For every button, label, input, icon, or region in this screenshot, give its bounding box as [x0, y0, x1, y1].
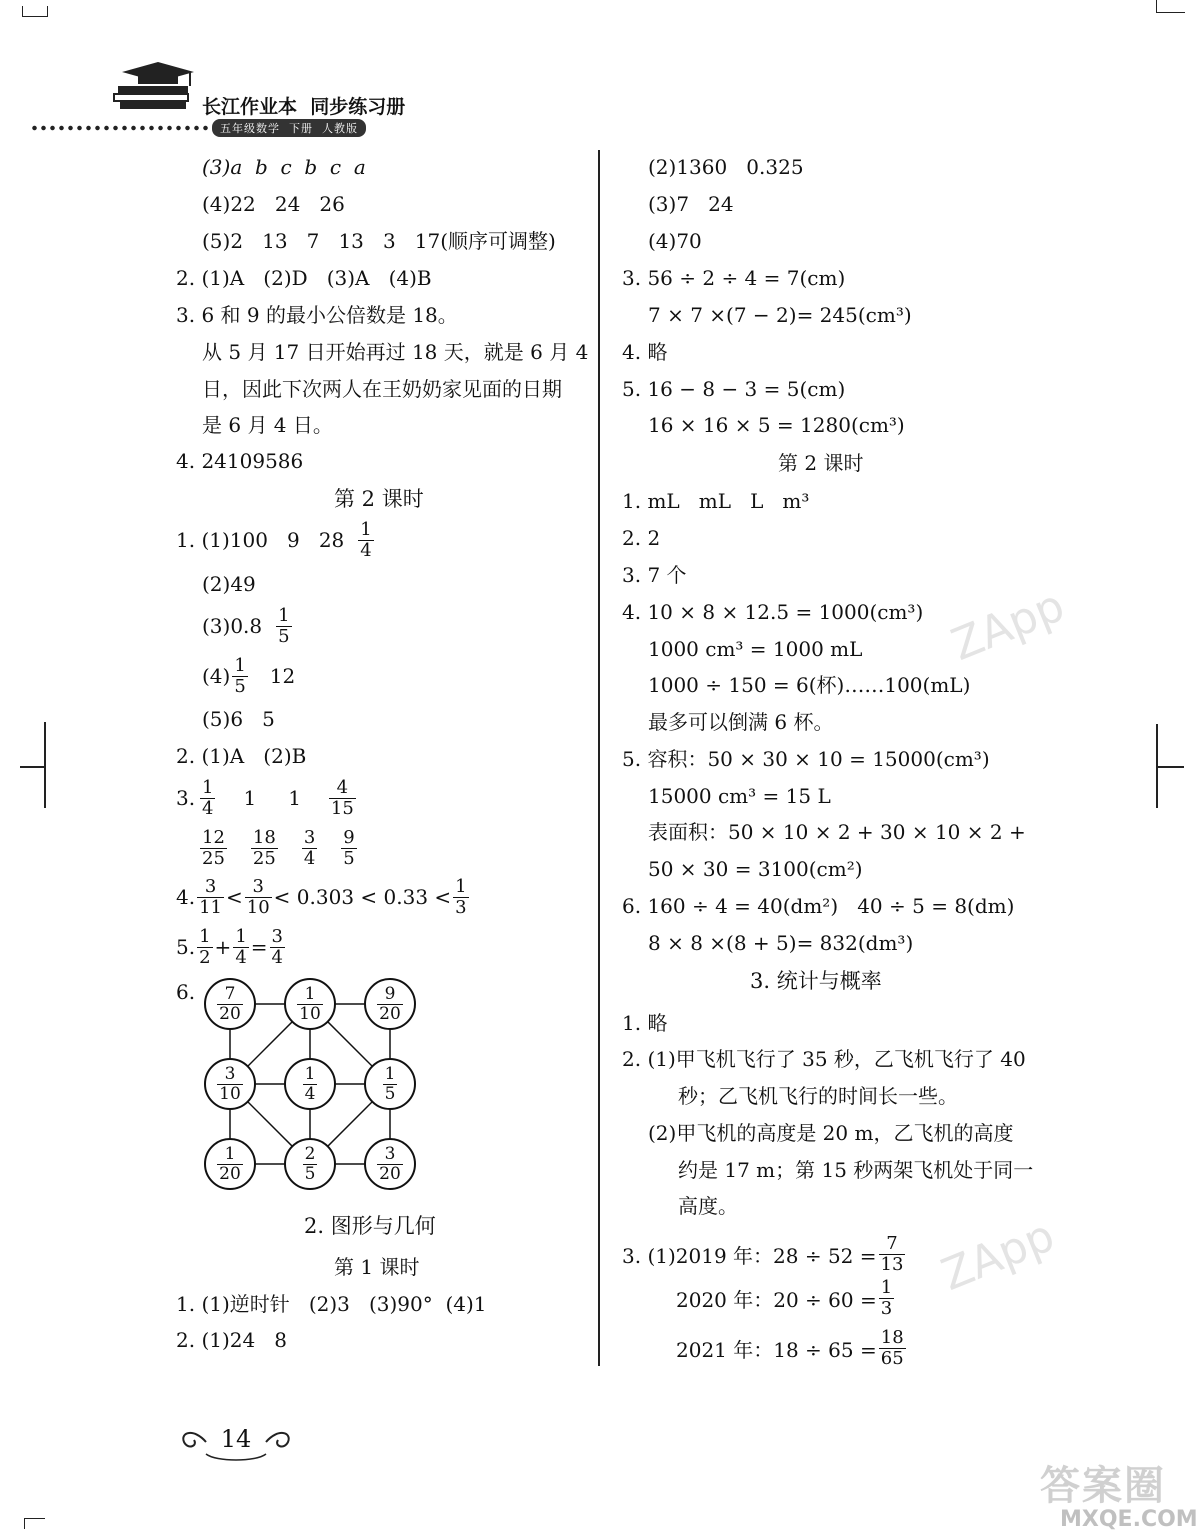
q4-f2-numerator: 3: [245, 877, 272, 898]
q4-f3-denominator: 3: [455, 896, 467, 918]
q3-fraction-denominator: 5: [343, 847, 355, 869]
ratio-2019-text: 3. (1)2019 年：28 ÷ 52 =: [622, 1243, 877, 1268]
grid-node-fraction: [383, 1065, 398, 1104]
q6-prefix: 6.: [176, 980, 196, 1004]
right-line-21: 8 × 8 ×(8 + 5)= 832(dm³): [648, 931, 914, 955]
ratio-2021-denominator: 65: [880, 1347, 904, 1369]
grid-node: [364, 1058, 416, 1110]
grid-node-fraction-numerator: 1: [217, 1145, 243, 1165]
section-heading-lesson2: 第 2 课时: [334, 487, 424, 511]
right-line-22: 1. 略: [622, 1011, 668, 1035]
q3-row-1: [198, 776, 358, 820]
left-line-7: 日，因此下次两人在王奶奶家见面的日期: [202, 377, 562, 401]
right-line-14: 1000 ÷ 150 = 6(杯)……100(mL): [648, 673, 971, 697]
q5-f3-denominator: 4: [271, 946, 283, 968]
right-line-15: 最多可以倒满 6 杯。: [648, 710, 834, 734]
crop-mark-ml: [20, 766, 46, 768]
header-title: 长江作业本 同步练习册: [202, 96, 406, 118]
left-line-2: (4)22 24 26: [202, 192, 345, 216]
ratio-2020-text: 2020 年：20 ÷ 60 =: [676, 1287, 877, 1312]
q4-fraction-2: [245, 877, 272, 918]
right-line-17: 15000 cm³ = 15 L: [648, 784, 831, 808]
q4-op-2: < 0.303 < 0.33 <: [273, 885, 452, 909]
q1c-line: [202, 604, 294, 648]
left-line-1: (3)a b c b c a: [202, 155, 366, 179]
grid-node-fraction-denominator: 5: [304, 1163, 316, 1184]
ratio-2021-line: [676, 1326, 908, 1370]
q4-f3-numerator: 1: [455, 875, 467, 897]
grid-node: [204, 1058, 256, 1110]
left-line-4: 2. (1)A (2)D (3)A (4)B: [176, 266, 432, 290]
grid-node-fraction-numerator: 1: [297, 985, 323, 1005]
right-line-23: 2. (1)甲飞机飞行了 35 秒，乙飞机飞行了 40: [622, 1047, 1026, 1071]
right-line-19: 50 × 30 = 3100(cm²): [648, 857, 863, 881]
ratio-2021-text: 2021 年：18 ÷ 65 =: [676, 1337, 877, 1362]
q5-f2-numerator: 1: [235, 925, 247, 947]
grid-node-fraction-denominator: 4: [304, 1083, 316, 1104]
q1a-numerator: 1: [360, 518, 372, 540]
q4-f2-denominator: 10: [246, 896, 270, 918]
grid-node: [284, 1138, 336, 1190]
q4-line: [176, 874, 471, 920]
page-number-ornament: [176, 1418, 296, 1468]
ratio-2019-line: [622, 1232, 907, 1276]
q1d-fraction: [232, 656, 247, 697]
right-line-25: (2)甲飞机的高度是 20 m，乙飞机的高度: [648, 1121, 1014, 1145]
ratio-2020-numerator: 1: [880, 1276, 893, 1298]
q1a-fraction: [358, 520, 373, 561]
right-line-12: 4. 10 × 8 × 12.5 = 1000(cm³): [622, 600, 924, 624]
grid-node-fraction-numerator: 3: [377, 1145, 403, 1165]
q5-fraction-3: [270, 927, 285, 968]
grid-node-fraction: [297, 985, 323, 1024]
q3-fraction-numerator: 9: [343, 826, 355, 848]
grid-node-fraction-numerator: 1: [384, 1063, 396, 1084]
grid-node-fraction-denominator: 10: [299, 1003, 321, 1024]
grid-node-fraction-denominator: 20: [379, 1163, 401, 1184]
right-line-24: 秒；乙飞机飞行的时间长一些。: [678, 1084, 958, 1108]
grid-node: [364, 1138, 416, 1190]
q1d-suffix: 12: [269, 664, 296, 688]
grid-node: [204, 1138, 256, 1190]
q5-fraction-1: [197, 927, 212, 968]
right-heading-statistics: 3. 统计与概率: [750, 969, 882, 993]
grid-node-fraction-numerator: 7: [217, 985, 243, 1005]
q3-fraction: [302, 828, 317, 869]
q4-f1-numerator: 3: [197, 877, 224, 898]
watermark-faint-2: ZApp: [934, 1210, 1062, 1301]
q3-fraction: [329, 778, 356, 819]
crop-mark-mr-v: [1156, 724, 1158, 808]
q3-fraction-numerator: 1: [202, 776, 214, 798]
crop-mark-tl: [22, 6, 48, 17]
q3-fraction-denominator: 25: [202, 847, 225, 869]
q3-fraction-denominator: 25: [252, 847, 276, 869]
q3-fraction-numerator: 3: [303, 826, 316, 848]
q4-fraction-1: [197, 877, 224, 918]
grid-node-fraction: [217, 1145, 243, 1184]
graduation-cap-books-icon: [110, 58, 200, 114]
right-line-16: 5. 容积：50 × 30 × 10 = 15000(cm³): [622, 747, 990, 771]
q3-fraction-numerator: 18: [252, 826, 276, 848]
grid-node-fraction-numerator: 2: [304, 1143, 316, 1164]
q4-prefix: 4.: [176, 885, 196, 909]
q1c-denominator: 5: [278, 625, 290, 647]
right-line-11: 3. 7 个: [622, 563, 687, 587]
q1a-text: 1. (1)100 9 28: [176, 528, 345, 552]
q1d-numerator: 1: [234, 654, 246, 676]
geometry-line-1: 1. (1)逆时针 (2)3 (3)90° (4)1: [176, 1292, 487, 1316]
q3-fraction-denominator: 15: [330, 797, 354, 819]
q5-equals: =: [250, 935, 268, 959]
grid-node-fraction-denominator: 20: [219, 1003, 241, 1024]
grid-node: [364, 978, 416, 1030]
q1d-line: [202, 654, 295, 698]
grid-node-fraction: [303, 1065, 318, 1104]
q3-fraction: [341, 828, 356, 869]
watermark-logo: [1040, 1464, 1200, 1534]
right-line-9: 1. mL mL L m³: [622, 489, 810, 513]
q1c-numerator: 1: [278, 604, 290, 626]
crop-mark-ml-v: [44, 722, 46, 808]
left-line-3: (5)2 13 7 13 3 17(顺序可调整): [202, 229, 556, 253]
fraction-grid-diagram: [200, 974, 420, 1194]
right-line-18: 表面积：50 × 10 × 2 + 30 × 10 × 2 +: [648, 820, 1026, 844]
grid-node-fraction-numerator: 1: [304, 1063, 316, 1084]
q5-plus: +: [214, 935, 232, 959]
grid-node-fraction-denominator: 20: [379, 1003, 401, 1024]
q1b-line: (2)49: [202, 572, 256, 596]
header-subtitle: 五年级数学 下册 人教版: [212, 119, 366, 137]
q4-fraction-3: [453, 877, 468, 918]
right-line-8: 16 × 16 × 5 = 1280(cm³): [648, 413, 905, 437]
q3-fraction-denominator: 4: [303, 847, 316, 869]
grid-node-fraction-denominator: 20: [219, 1163, 241, 1184]
right-line-7: 5. 16 − 8 − 3 = 5(cm): [622, 377, 846, 401]
q1d-prefix: (4): [202, 664, 231, 688]
grid-node-fraction-denominator: 10: [219, 1083, 241, 1104]
grid-node-fraction-numerator: 9: [377, 985, 403, 1005]
q1a-line: [176, 518, 376, 562]
ratio-2020-denominator: 3: [880, 1297, 893, 1319]
right-line-2: (3)7 24: [648, 192, 734, 216]
left-line-8: 是 6 月 4 日。: [202, 413, 333, 437]
right-line-26: 约是 17 m；第 15 秒两架飞机处于同一: [678, 1158, 1034, 1182]
watermark-site: MXQE.COM: [1060, 1507, 1198, 1532]
left-line-9: 4. 24109586: [176, 449, 304, 473]
crop-mark-bl: [24, 1518, 45, 1529]
q5-f1-numerator: 1: [199, 925, 211, 947]
grid-node-fraction: [377, 985, 403, 1024]
grid-node-fraction-numerator: 3: [217, 1065, 243, 1085]
q3-fraction: [200, 778, 215, 819]
page-number: 14: [220, 1425, 252, 1453]
header-dots: [30, 124, 210, 132]
grid-node: [284, 978, 336, 1030]
column-divider: [598, 150, 600, 1366]
grid-node-fraction-denominator: 5: [384, 1083, 396, 1104]
q4-op-1: <: [226, 885, 243, 909]
right-line-4: 3. 56 ÷ 2 ÷ 4 = 7(cm): [622, 266, 846, 290]
q1c-text: (3)0.8: [202, 614, 263, 638]
grid-node-fraction: [217, 985, 243, 1024]
right-heading-lesson2: 第 2 课时: [778, 451, 864, 475]
q3-value: 1: [243, 786, 257, 810]
right-line-10: 2. 2: [622, 526, 661, 550]
q2-line: 2. (1)A (2)B: [176, 744, 307, 768]
q4-f1-denominator: 11: [199, 896, 222, 918]
right-line-20: 6. 160 ÷ 4 = 40(dm²) 40 ÷ 5 = 8(dm): [622, 894, 1015, 918]
right-line-6: 4. 略: [622, 340, 668, 364]
grid-node-fraction: [303, 1145, 318, 1184]
geometry-line-2: 2. (1)24 8: [176, 1328, 288, 1352]
grid-node: [204, 978, 256, 1030]
ratio-2020-fraction: [879, 1278, 894, 1319]
grid-node-fraction: [377, 1145, 403, 1184]
q1e-line: (5)6 5: [202, 707, 275, 731]
q3-fraction-numerator: 12: [202, 826, 225, 848]
section-heading-lesson1: 第 1 课时: [334, 1255, 420, 1279]
ratio-2020-line: [676, 1276, 896, 1320]
q5-line: [176, 924, 287, 970]
crop-mark-mr: [1158, 766, 1184, 768]
q3-row-2: [198, 826, 359, 870]
q3-fraction-numerator: 4: [329, 778, 356, 799]
watermark-faint-1: ZApp: [944, 580, 1072, 671]
left-line-6: 从 5 月 17 日开始再过 18 天，就是 6 月 4: [202, 340, 589, 364]
q3-fraction: [251, 828, 278, 869]
crop-mark-tr: [1156, 0, 1185, 13]
q5-fraction-2: [233, 927, 248, 968]
q1a-denominator: 4: [360, 539, 372, 561]
q5-prefix: 5.: [176, 935, 196, 959]
section-heading-geometry: 2. 图形与几何: [304, 1214, 436, 1238]
q1d-denominator: 5: [234, 675, 246, 697]
right-line-27: 高度。: [678, 1194, 738, 1218]
ratio-2021-numerator: 18: [880, 1326, 904, 1348]
q3-prefix: 3.: [176, 786, 196, 810]
watermark-logo-text: 答案圈: [1040, 1463, 1166, 1509]
q3-value: 1: [288, 786, 301, 810]
ratio-2019-fraction: [879, 1234, 906, 1275]
q3-fraction: [200, 828, 227, 869]
q5-f3-numerator: 3: [271, 925, 283, 947]
grid-node: [284, 1058, 336, 1110]
q3-fraction-denominator: 4: [202, 797, 214, 819]
right-line-1: (2)1360 0.325: [648, 155, 804, 179]
ratio-2019-denominator: 13: [880, 1253, 904, 1275]
left-line-5: 3. 6 和 9 的最小公倍数是 18。: [176, 303, 458, 327]
q1c-fraction: [276, 606, 291, 647]
q5-f1-denominator: 2: [199, 946, 211, 968]
grid-node-fraction: [217, 1065, 243, 1104]
ratio-2021-fraction: [879, 1328, 906, 1369]
right-line-13: 1000 cm³ = 1000 mL: [648, 637, 863, 661]
right-line-5: 7 × 7 ×(7 − 2)= 245(cm³): [648, 303, 912, 327]
ratio-2019-numerator: 7: [879, 1234, 906, 1255]
right-line-3: (4)70: [648, 229, 702, 253]
q5-f2-denominator: 4: [235, 946, 247, 968]
